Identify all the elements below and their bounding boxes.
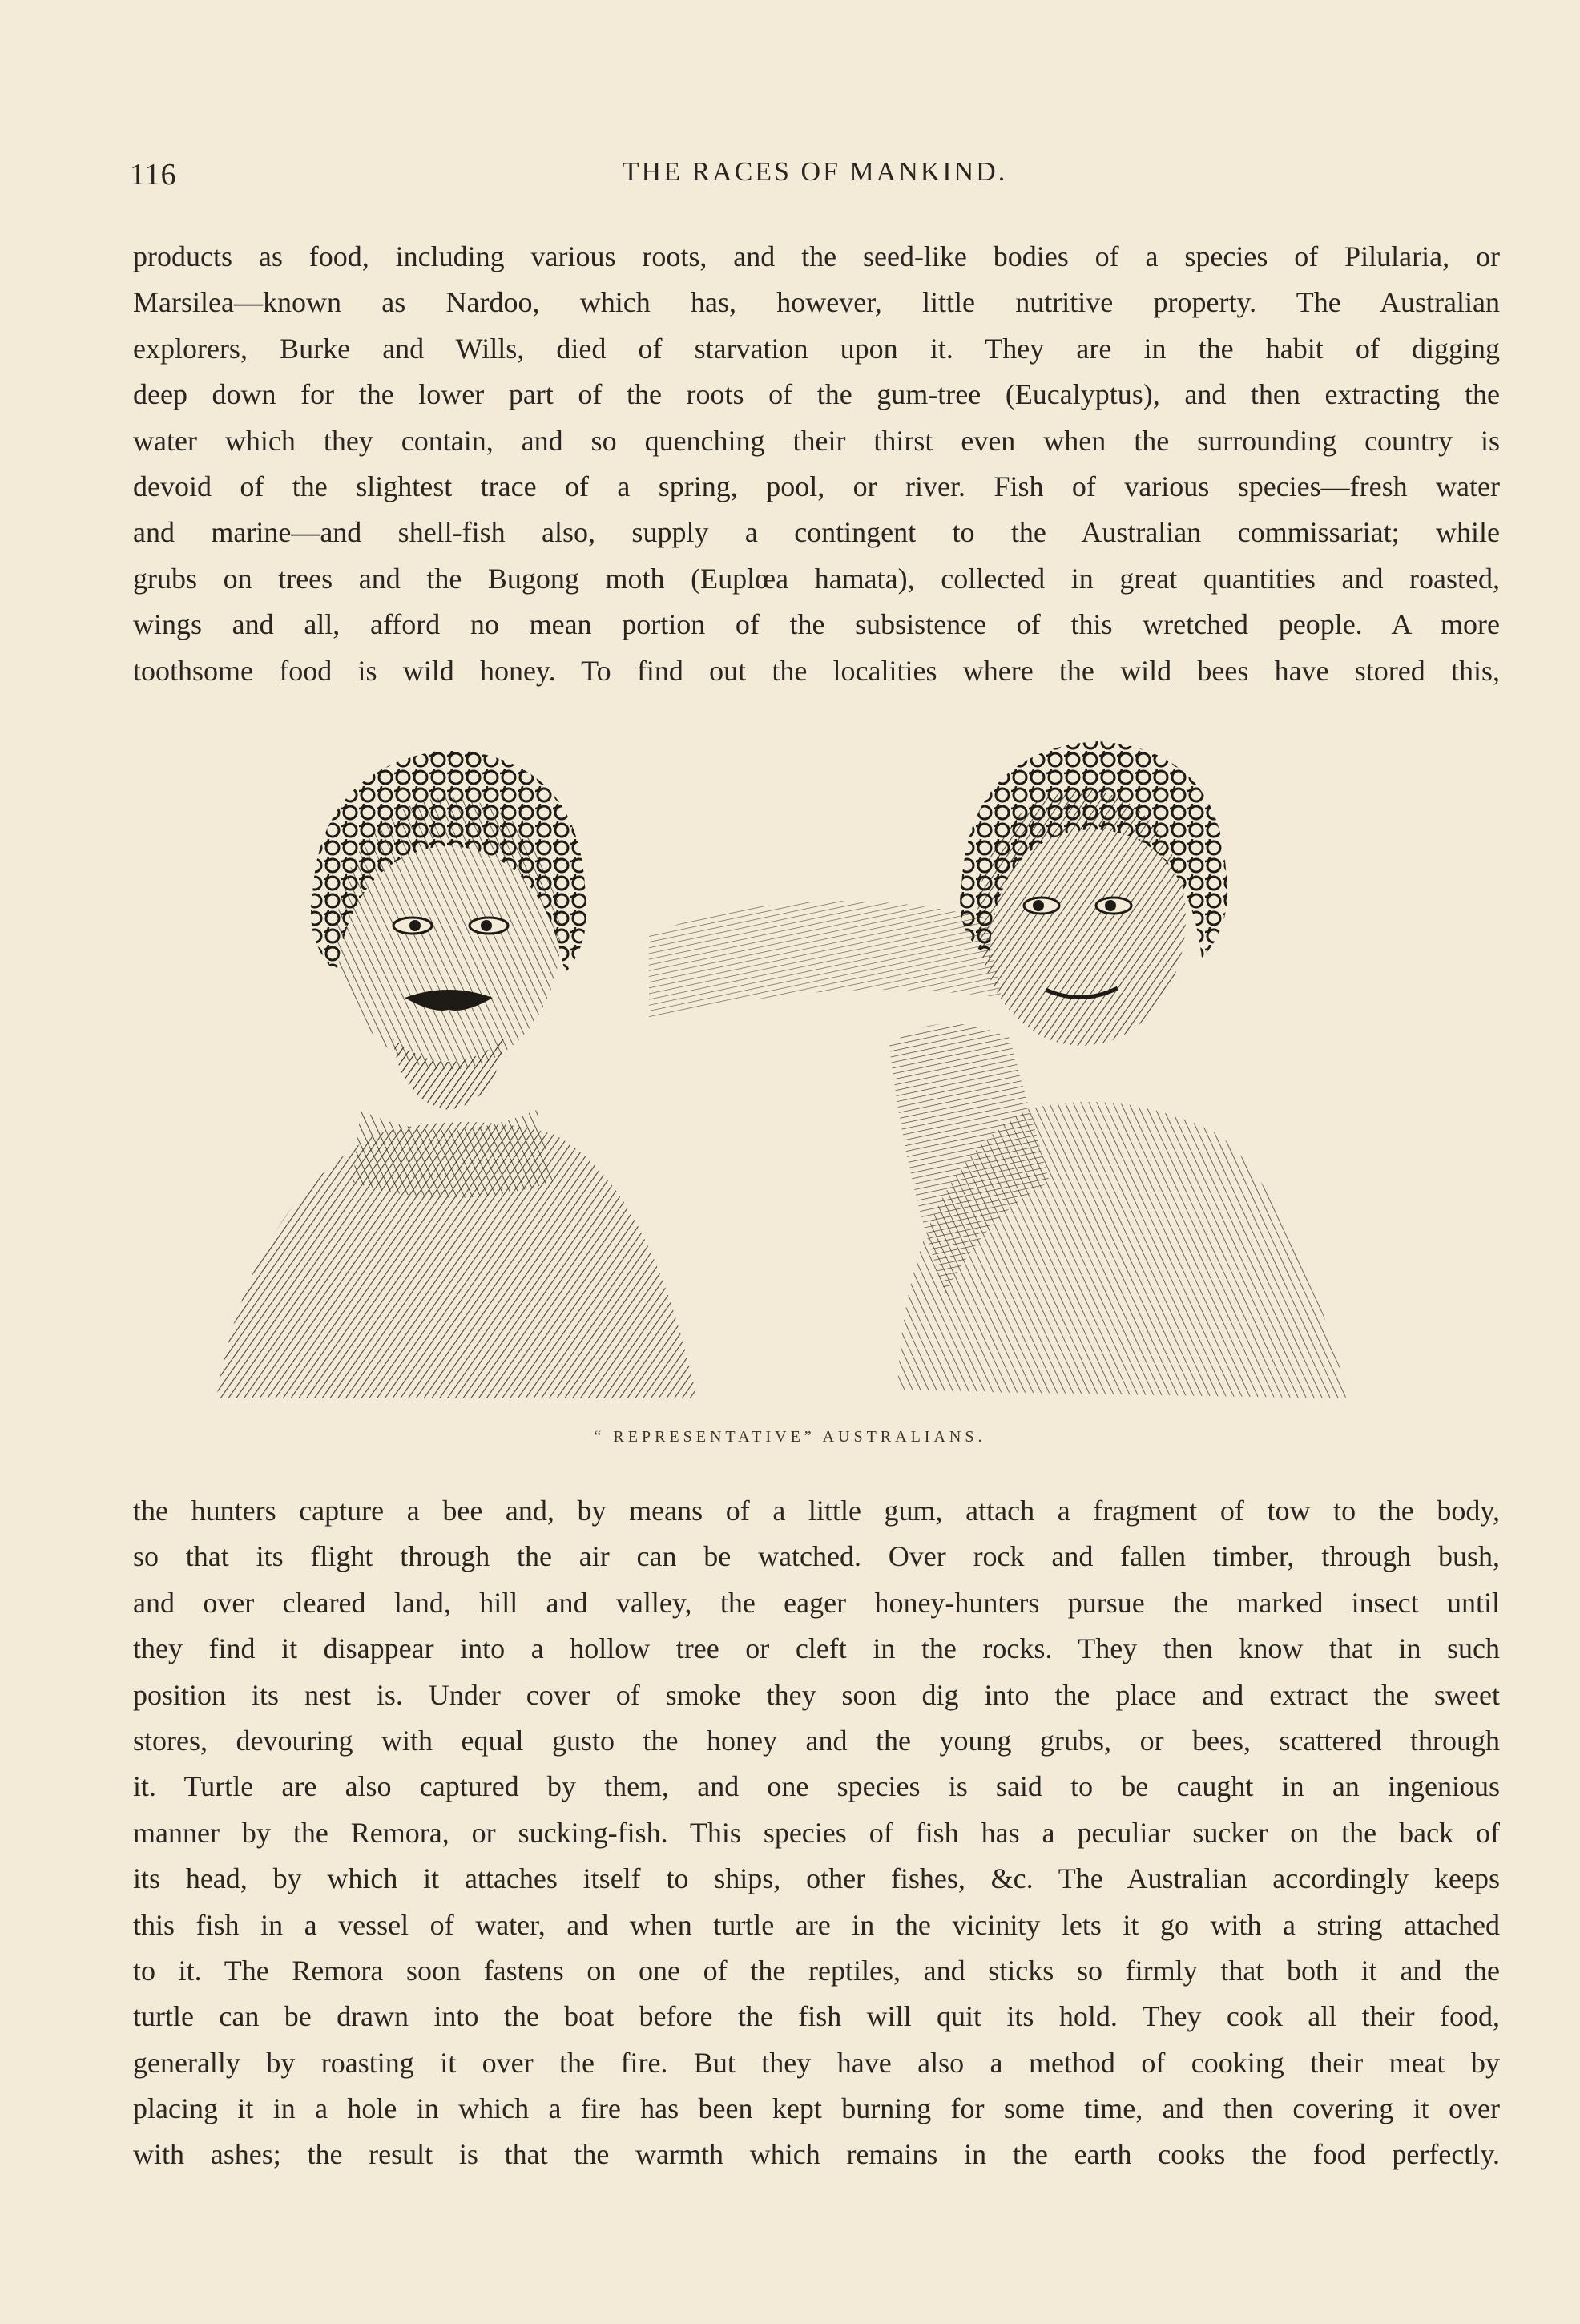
text-line: water which they contain, and so quenching their thirst even when the surrounding country is [133,424,1500,457]
background-hatching [649,901,1002,1022]
text-line: with ashes; the result is that the warmth which remains in the earth cooks the food perfectly. [133,2138,1500,2171]
text-line: stores, devouring with equal gusto the honey and the young grubs, or bees, scattered through [133,1724,1500,1757]
page-header [130,157,1500,197]
text-line: products as food, including various roots, and the seed-like bodies of a species of Pilularia, or [133,240,1500,272]
text-line: placing it in a hole in which a fire has been kept burning for some time, and then covering it over [133,2092,1500,2125]
text-line: and over cleared land, hill and valley, the eager honey-hunters pursue the marked insect until [133,1586,1500,1619]
running-title: THE RACES OF MANKIND. [622,157,1008,187]
text-line: and marine—and shell-fish also, supply a contingent to the Australian commissariat; while [133,516,1500,549]
paragraph-top [133,234,1500,694]
text-line: Marsilea—known as Nardoo, which has, however, little nutritive property. The Australian [133,286,1500,319]
text-line: turtle can be drawn into the boat before the fish will quit its hold. They cook all their food, [133,2000,1500,2033]
text-line: the hunters capture a bee and, by means of a little gum, attach a fragment of tow to the body, [133,1495,1500,1527]
text-line: manner by the Remora, or sucking-fish. This species of fish has a peculiar sucker on the back of [133,1816,1500,1849]
text-line: generally by roasting it over the fire. But they have also a method of cooking their meat by [133,2046,1500,2079]
text-line: this fish in a vessel of water, and when turtle are in the vicinity lets it go with a string attached [133,1908,1500,1941]
right-man-figure [889,741,1346,1398]
text-line: deep down for the lower part of the roots of the gum-tree (Eucalyptus), and then extracting the [133,378,1500,411]
text-line: to it. The Remora soon fastens on one of the reptiles, and sticks so firmly that both it and the [133,1954,1500,1987]
illustration-caption: “ REPRESENTATIVE” AUSTRALIANS. [594,1428,986,1446]
text-line: its head, by which it attaches itself to ships, other fishes, &c. The Australian accordingly keeps [133,1862,1500,1895]
text-line: explorers, Burke and Wills, died of starvation upon it. They are in the habit of digging [133,332,1500,365]
paragraph-bottom [133,1488,1500,2178]
text-line: devoid of the slightest trace of a spring, pool, or river. Fish of various species—fresh water [133,470,1500,502]
text-line: toothsome food is wild honey. To find out the localities where the wild bees have stored this, [133,654,1500,687]
text-line: they find it disappear into a hollow tree or cleft in the rocks. They then know that in such [133,1632,1500,1665]
text-line: position its nest is. Under cover of smoke they soon dig into the place and extract the sweet [133,1678,1500,1711]
page-number: 116 [130,158,177,192]
text-line: it. Turtle are also captured by them, and one species is said to be caught in an ingenious [133,1770,1500,1803]
text-line: so that its flight through the air can be watched. Over rock and fallen timber, through bush, [133,1540,1500,1573]
engraving-illustration [200,733,1442,1422]
text-line: grubs on trees and the Bugong moth (Euplœa hamata), collected in great quantities and roasted, [133,562,1500,595]
left-man-figure [216,749,697,1398]
text-line: wings and all, afford no mean portion of the subsistence of this wretched people. A more [133,608,1500,641]
